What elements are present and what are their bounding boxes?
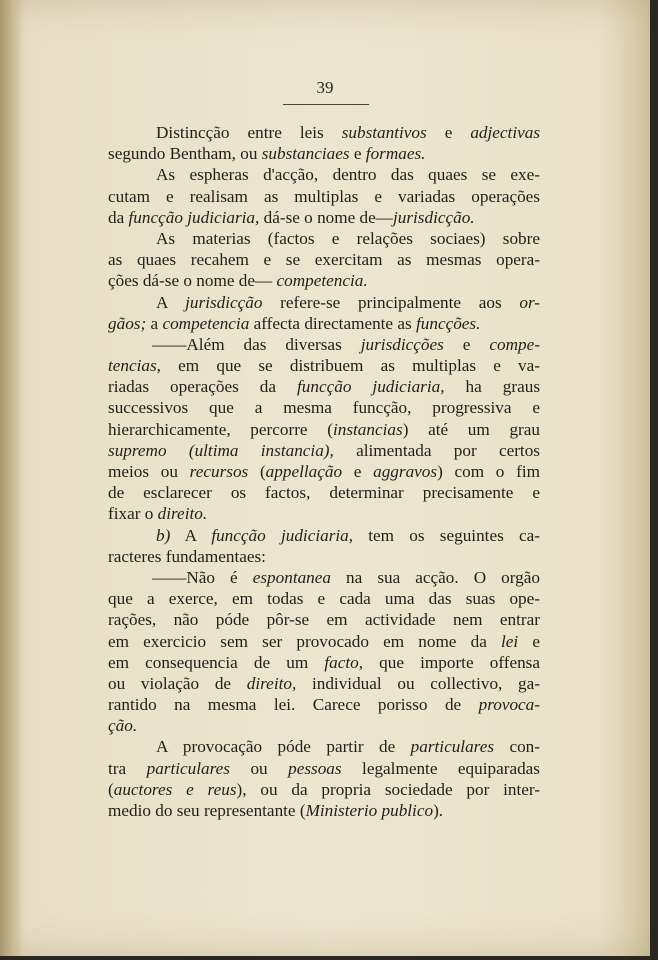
text-run: legalmente equiparadas xyxy=(341,758,540,778)
text-line xyxy=(108,546,540,567)
italic-text: tencias, xyxy=(108,356,161,376)
text-line xyxy=(108,313,540,334)
text-line xyxy=(108,482,540,503)
text-line xyxy=(108,525,540,546)
text-run: e xyxy=(518,631,540,651)
text-run: Distincção entre leis xyxy=(156,123,342,142)
italic-text: jurisdicções xyxy=(360,334,444,354)
text-run: na sua acção. O orgão xyxy=(331,567,540,587)
italic-text: appellação xyxy=(265,462,343,481)
text-run: ) até um grau xyxy=(402,419,540,439)
text-line xyxy=(108,715,540,736)
text-run: ). xyxy=(433,801,444,820)
text-run: ( xyxy=(248,462,266,481)
text-run: e xyxy=(426,123,471,142)
text-line xyxy=(108,419,540,440)
text-run: A xyxy=(156,292,186,312)
body-text xyxy=(108,122,540,821)
italic-text: substantivos xyxy=(341,123,427,142)
text-run: e xyxy=(342,462,374,481)
text-run: A provocação póde partir de xyxy=(156,737,411,757)
text-line xyxy=(108,186,540,207)
text-line xyxy=(108,736,540,757)
text-run: ou xyxy=(229,758,289,778)
text-run: ——Não é xyxy=(152,567,253,587)
italic-text: adjectivas xyxy=(470,123,541,142)
text-run: racteres fundamentaes: xyxy=(108,546,266,566)
text-run: fixar o xyxy=(108,504,158,524)
text-line xyxy=(108,207,540,228)
italic-text: or- xyxy=(519,292,541,312)
text-run: e xyxy=(443,334,490,354)
text-line xyxy=(108,164,540,185)
text-run: As materias (factos e relações sociaes) sobre xyxy=(156,228,540,248)
italic-text: competencia. xyxy=(276,271,368,291)
text-run: individual ou collectivo, ga- xyxy=(296,673,540,693)
header-rule xyxy=(283,104,369,105)
text-run: ou violação de xyxy=(108,673,247,693)
text-line xyxy=(108,779,540,800)
italic-text: b) xyxy=(156,525,171,545)
italic-text: provoca- xyxy=(478,695,540,715)
text-run: que importe offensa xyxy=(363,652,540,672)
italic-text: lei xyxy=(501,631,519,651)
text-line xyxy=(108,673,540,694)
text-line xyxy=(108,609,540,630)
text-line xyxy=(108,440,540,461)
text-line xyxy=(108,376,540,397)
italic-text: formaes. xyxy=(365,144,426,164)
italic-text: substanciaes xyxy=(261,144,350,164)
text-run: tem os seguintes ca- xyxy=(353,525,540,545)
text-line xyxy=(108,397,540,418)
text-run: cutam e realisam as multiplas e variadas operações xyxy=(108,186,540,206)
text-run: tra xyxy=(108,758,147,778)
text-run: e xyxy=(349,144,366,164)
italic-text: funcção judiciaria, xyxy=(211,525,354,545)
italic-text: funcções. xyxy=(415,313,481,333)
text-run: a xyxy=(146,313,163,333)
italic-text: compe- xyxy=(489,334,540,354)
italic-text: auctores e reus xyxy=(113,779,237,799)
italic-text: supremo (ultima instancia), xyxy=(108,440,334,460)
text-run: ções dá-se o nome de— xyxy=(108,271,277,291)
text-run: affecta directamente as xyxy=(249,313,416,333)
text-run: da xyxy=(108,207,129,227)
text-run: con- xyxy=(494,737,540,757)
text-line xyxy=(108,292,540,313)
text-run: dá-se o nome de— xyxy=(259,207,393,227)
text-line xyxy=(108,143,540,164)
text-line xyxy=(108,249,540,270)
page-number: 39 xyxy=(316,78,334,97)
text-line xyxy=(108,588,540,609)
text-run: ( xyxy=(108,779,114,799)
text-line xyxy=(108,567,540,588)
text-run: ha graus xyxy=(444,377,541,397)
text-line xyxy=(108,228,540,249)
italic-text: instancias xyxy=(332,419,403,439)
text-run: As espheras d'acção, dentro das quaes se exe- xyxy=(156,165,540,185)
italic-text: funcção judiciaria, xyxy=(128,207,260,227)
text-run: em que se distribuem as multiplas e va- xyxy=(160,356,540,376)
text-line xyxy=(108,355,540,376)
text-line xyxy=(108,694,540,715)
italic-text: direito. xyxy=(157,504,208,524)
text-run: A xyxy=(170,525,212,545)
text-run: medio do seu representante ( xyxy=(108,801,306,820)
text-run: meios ou xyxy=(108,462,190,481)
text-line xyxy=(108,270,540,291)
text-run: segundo Bentham, ou xyxy=(108,144,262,164)
text-run: rantido na mesma lei. Carece porisso de xyxy=(108,695,479,715)
page-gutter xyxy=(0,0,22,956)
italic-text: particulares xyxy=(410,737,495,757)
italic-text: direito, xyxy=(246,673,297,693)
text-line xyxy=(108,758,540,779)
italic-text: recursos xyxy=(189,462,249,481)
text-line xyxy=(108,800,540,821)
text-run: em consequencia de um xyxy=(108,652,325,672)
italic-text: Ministerio publico xyxy=(305,801,434,820)
text-run: riadas operações da xyxy=(108,377,298,397)
italic-text: espontanea xyxy=(252,567,332,587)
text-line xyxy=(108,461,540,482)
text-run: que a exerce, em todas e cada uma das suas ope- xyxy=(108,589,540,609)
text-run: successivos que a mesma funcção, progressiva e xyxy=(108,398,540,418)
italic-text: pessoas xyxy=(288,758,342,778)
text-run: ) com o fim xyxy=(437,462,540,481)
italic-text: ção. xyxy=(108,716,138,736)
text-run: alimentada por certos xyxy=(333,440,540,460)
italic-text: jurisdicção. xyxy=(392,207,475,227)
text-run: refere-se principalmente aos xyxy=(262,292,520,312)
text-run: ), ou da propria sociedade por inter- xyxy=(236,779,540,799)
text-run: rações, não póde pôr-se em actividade nem entrar xyxy=(108,610,540,630)
italic-text: gãos; xyxy=(108,313,147,333)
text-line xyxy=(108,631,540,652)
text-run: as quaes recahem e se exercitam as mesmas opera- xyxy=(108,250,540,270)
text-line xyxy=(108,334,540,355)
text-run: hierarchicamente, percorre ( xyxy=(108,419,333,439)
italic-text: funcção judiciaria, xyxy=(297,377,445,397)
italic-text: particulares xyxy=(146,758,230,778)
italic-text: facto, xyxy=(324,652,364,672)
text-run: em exercicio sem ser provocado em nome da xyxy=(108,631,501,651)
text-line xyxy=(108,122,540,143)
italic-text: aggravos xyxy=(373,462,438,481)
text-run: de esclarecer os factos, determinar precisamente e xyxy=(108,483,540,503)
text-line xyxy=(108,652,540,673)
text-run: ——Além das diversas xyxy=(152,334,361,354)
text-line xyxy=(108,503,540,524)
italic-text: jurisdicção xyxy=(185,292,263,312)
italic-text: competencia xyxy=(162,313,250,333)
